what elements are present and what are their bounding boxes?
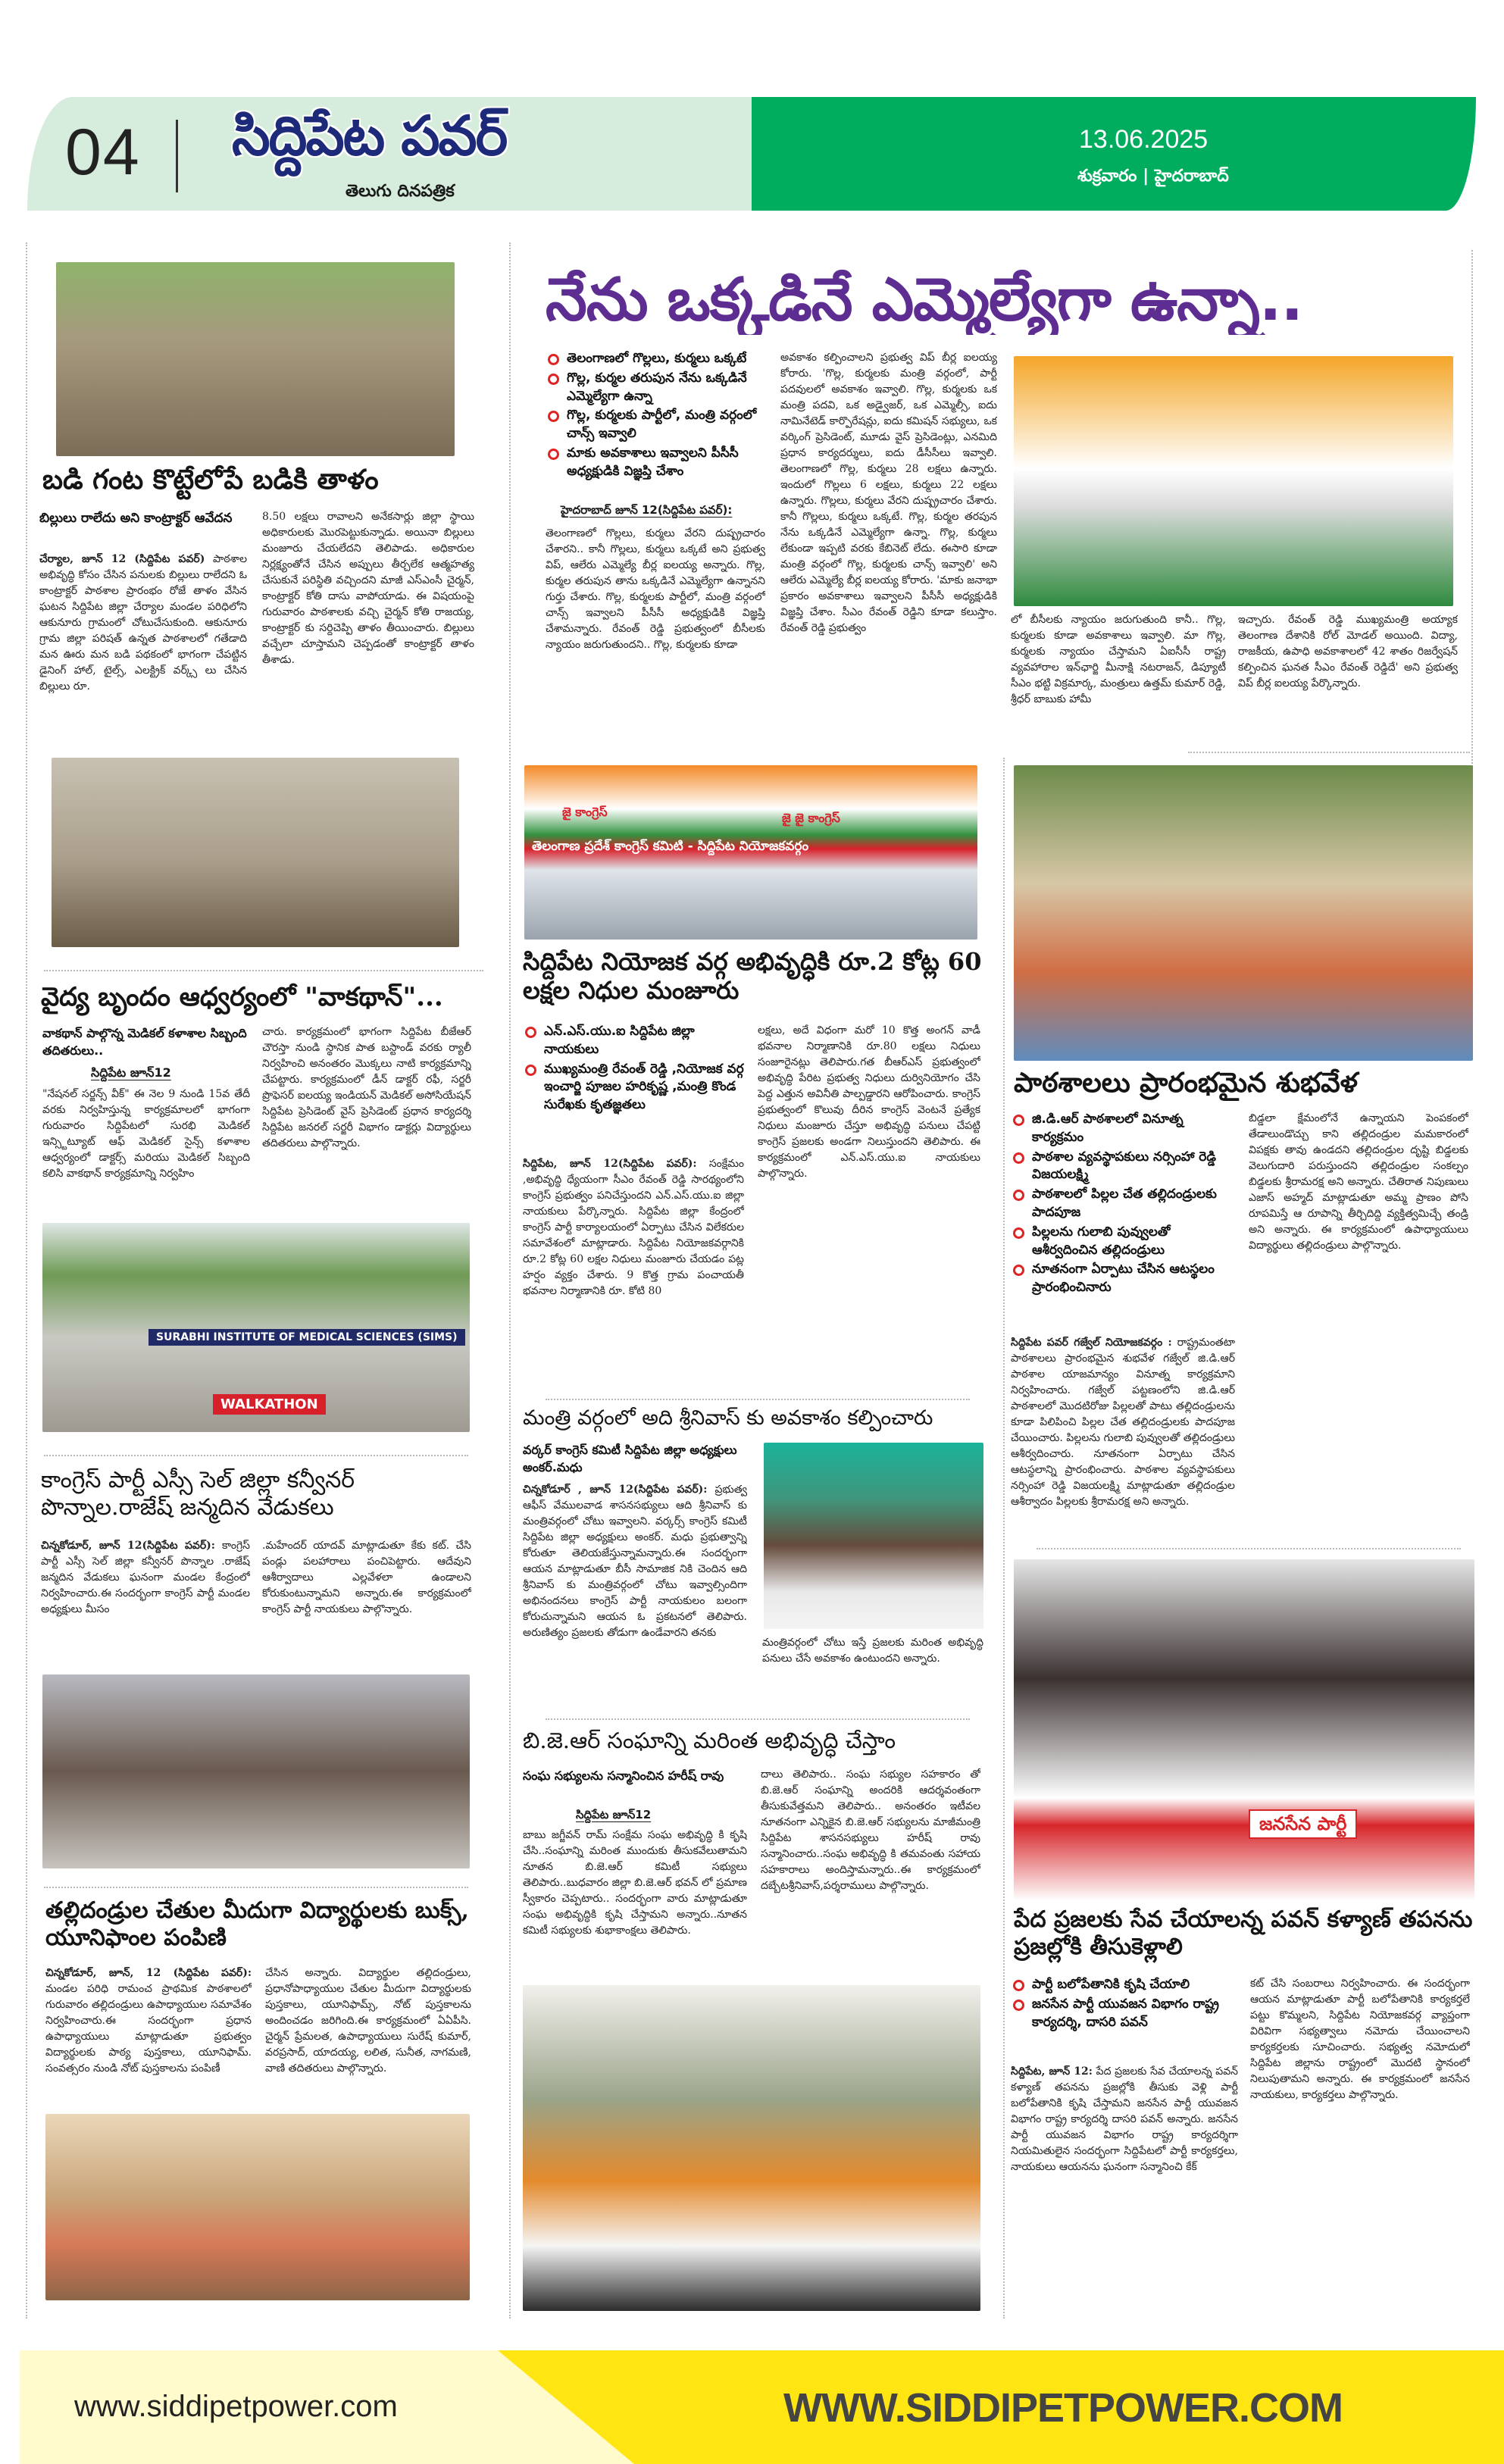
body-column [523,1156,744,1391]
photo-students [45,2114,470,2300]
lead-dateline: సిద్దిపేట, జూన్ 12: [1011,2065,1093,2078]
bullet-item: జనసేన పార్టీ యువజన విభాగం రాష్ట్ర కార్యదర్శి, దాసరి పవన్ [1011,1996,1238,2032]
website-link-large[interactable]: WWW.SIDDIPETPOWER.COM [783,2385,1343,2431]
bullet-item: గొల్ల, కుర్మలకు పార్టీలో, మంత్రి వర్గంలో చాన్స్ ఇవ్వాలి [546,407,770,443]
masthead-right-panel [752,97,1476,211]
section-rule [546,1718,970,1720]
bullet-item: పిల్లలను గులాబి పువ్వులతో ఆశీర్వదించిన తల్లిదండ్రులు [1011,1224,1238,1260]
column-rule [26,242,27,2319]
body-text: ప్రభుత్వ ఆఫీస్ వేములవాడ శాసనసభ్యులు ఆది శ్రీనివాస్ కు మంత్రివర్గంలో చోటు ఇవ్వాలని. వర్కర్స్ కాంగ్రెస్ కమిటీ సిద్దిపేట జిల్లా అధ్యక్షులు అంకర్. మధు ప్రభుత్వాన్ని కోరుతూ తెలియజేస్తున్నామన్నారు.ఈ సందర్భంగా ఆయన మాట్లాడుతూ బీసీ సామాజిక నికి చెందిన ఆది శ్రీనివాస్ కు మంత్రివర్గంలో చోటు ఇవ్వాల్సిందిగా అభినందనలు కాంగ్రెస్ పార్టీ నాయకులం బలంగా కోరుచున్నామని ఆయన ఓ ప్రకటనలో తెలిపారు. అరుణిత్యం ప్రజలకు తోడుగా ఉండేవారని తనకు [523,1484,747,1639]
body-column: లో బీసీలకు న్యాయం జరుగుతుంది కానీ.. గొల్ల, కుర్మలకు కూడా అవకాశాలు ఇవ్వాలి. మా గొల్ల, కుర్మలకు న్యాయం చేస్తామని ఏఐసీసీ రాష్ట్ర వ్యవహారాల ఇన్‌ఛార్జి మీనాక్షి నటరాజన్, డిప్యూటీ సీఎం భట్టి విక్రమార్క, మంత్రులు ఉత్తమ్ కుమార్ రెడ్డి, శ్రీధర్ బాబుకు హామీ [1011,614,1226,705]
body-column: కట్ చేసి సంబరాలు నిర్వహించారు. ఈ సందర్భంగా ఆయన మాట్లాడుతూ పార్టీ బలోపేతానికి కార్యకర్తలే పట్టు కొమ్మలని, సిద్దిపేట నియోజకవర్గ వ్యాప్తంగా విరివిగా సభ్యత్వాలు నమోదు చేయించాలని కార్యకర్తలకు సూచించారు. సభ్యత్వ నమోదులో సిద్దిపేట జిల్లాను రాష్ట్రంలో మొదటి స్థానంలో నిలుపుతామని అన్నారు. ఈ కార్యక్రమంలో జనసేన నాయకులు, కార్యకర్తలు పాల్గొన్నారు. [1250,1978,1470,2101]
divider [176,120,178,192]
headline: బి.జె.ఆర్ సంఘాన్ని మరింత అభివృద్ధి చేస్తాం [523,1728,896,1753]
photo-portrait [764,1443,983,1629]
lead-bullets [546,350,770,499]
bullet-circle-icon [548,411,559,422]
newspaper-title: సిద్దిపేట పవర్ [232,104,507,167]
body-text: మండల పరిధి రామంచ ప్రాథమిక పాఠశాలలో గురువారం తల్లిదండ్రులు ఉపాధ్యాయుల సమావేశం నిర్వహించారు.ఈ సందర్భంగా ప్రధాన ఉపాధ్యాయులు మాట్లాడుతూ ప్రభుత్వం విద్యార్థులకు పాఠ్య పుస్తకాలు, యూనిఫామ్. సంవత్సరం నుండి నోట్ పుస్తకాలను పంపిణీ [45,1983,252,2075]
lead-dateline: చిన్నకోడూర్ , జూన్ 12(సిద్దిపేట పవర్): [523,1484,708,1496]
bullet-circle-icon [548,354,559,365]
section-rule [1188,752,1470,753]
body-column: 8.50 లక్షలు రావాలని అనేకసార్లు జిల్లా స్థాయి అధికారులకు మొరపెట్టుకున్నాడు. అయినా బిల్లులు మంజూరు చేయలేదని తెలిపాడు. అధికారుల నిర్లక్ష్యంతోనే చేసిన అప్పులు తీర్చలేక ఆత్మహత్య చేసుకునే పరిస్థితి వచ్చిందని మాజీ ఎస్ఎంసీ చైర్మన్, కాంట్రాక్టర్ కోతి దాసు వాపోయాడు. ఈ విషయంపై గురువారం పాఠశాలకు వచ్చి చైర్మన్ కోతి రాజయ్య, కాంట్రాక్టర్ కు సర్దిచెప్పి తాళం తీయించారు. బిల్లులు వచ్చేలా చూస్తామని చెప్పడంతో కాంట్రాక్టర్ తాళం తీశాడు. [262,511,474,666]
bullet-item: జి.డి.ఆర్ పాఠశాలలో వినూత్న కార్యక్రమం [1011,1111,1238,1147]
section-rule [44,1455,468,1456]
bullet-circle-icon [548,374,559,385]
website-link-small[interactable]: www.siddipetpower.com [74,2390,398,2423]
bullet-item: పాఠశాల వ్యవస్థాపకులు నర్సింహా రెడ్డి విజయలక్ష్మి [1011,1149,1238,1185]
lead-dateline: చేర్యాల, జూన్ 12 (సిద్దిపేట పవర్) [39,553,205,565]
body-column: బాబు జగ్జీవన్ రామ్ సంక్షేమ సంఘ అభివృద్ధి కి కృషి చేసి..సంఘాన్ని మరింత ముందుకు తీసుకవేలుతామని నూతన బి.జె.ఆర్ కమిటీ సభ్యులు తెలిపారు..బుధవారం జిల్లా బి.జె.ఆర్ భవన్ లో ప్రమాణ స్వీకారం చెప్పటారు.. సందర్భంగా వారు మాట్లాడుతూ సంఘ అభివృద్ధికి కృషి చేస్తామని అన్నారు..నూతన కమిటీ సభ్యులకు శుభాకాంక్షలు తెలిపారు. [523,1829,747,1937]
photo-congress-press-meet [524,765,977,940]
sub-head: వాకథాన్ పాల్గొన్న మెడికల్ కళాశాల సిబ్బంది తదితరులు.. [42,1026,247,1058]
lead-dateline: చిన్నకోడూర్, జూన్ 12(సిద్దిపేట పవర్): [41,1540,215,1552]
story-bullets [1011,1976,1238,2059]
sub-head: వర్కర్ కాంగ్రెస్ కమిటీ సిద్దిపేట జిల్లా అధ్యక్షులు అంకర్.మధు [523,1443,737,1475]
bullet-item: మాకు అవకాశాలు ఇవ్వాలని పీసీసీ అధ్యక్షుడికి విజ్ఞప్తి చేశాం [546,445,770,481]
bullet-circle-icon [1013,1980,1024,1991]
photo-banner: తెలంగాణ ప్రదేశ్ కాంగ్రెస్ కమిటి - సిద్దిపేట నియోజకవర్గం [532,839,809,854]
bullet-item: నూతనంగా ఏర్పాటు చేసిన ఆటస్థలం ప్రారంభించినారు [1011,1261,1238,1297]
body-text: పేద ప్రజలకు సేవ చేయాలన్న పవన్ కళ్యాణ్ తపనను ప్రజల్లోకి తీసుకు వెళ్లి పార్టీ బలోపేతానికి కృషి చేస్తామని జనసేన పార్టీ యువజన విభాగం రాష్ట్ర కార్యదర్శి దాసరి పవన్ అన్నారు. జనసేన పార్టీ యువజన విభాగం రాష్ట్ర కార్యదర్శిగా నియమితులైన సందర్భంగా సిద్దిపేటలో పార్టీ కార్యకర్తలు, నాయకులు ఆయనను ఘనంగా సన్మానించి కేక్ [1011,2065,1238,2173]
body-column: ఇచ్చారు. రేవంత్ రెడ్డి ముఖ్యమంత్రి అయ్యాక తెలంగాణ దేశానికి రోల్ మోడల్ అయింది. విద్యా, రాజకీయ, ఉపాధి అవకాశాలలో 42 శాతం రిజర్వేషన్ కల్పించిన ఘనత సీఎం రేవంత్ రెడ్డిదే' అని ప్రభుత్వ విప్ బీర్ల ఐలయ్య పేర్కొన్నారు. [1238,614,1458,689]
photo-bjr-felicitation [523,1985,980,2311]
photo-slogan: జై కాంగ్రెస్ [562,805,608,819]
lead-dateline: చిన్నకోడూర్, జూన్, 12 (సిద్దిపేట పవర్): [45,1967,252,1979]
photo-janasena-celebration [1014,1559,1474,1900]
bullet-item: ముఖ్యమంత్రి రేవంత్ రెడ్డి ,నియోజక వర్గ ఇంచార్జి పూజల హరికృష్ణ ,మంత్రి కొండ సురేఖకు కృతజ్ఞతలు [523,1061,747,1115]
bullet-circle-icon [1013,1115,1024,1126]
headline: సిద్దిపేట నియోజక వర్గ అభివృద్ధికి రూ.2 కోట్ల 60 లక్షల నిధుల మంజూరు [523,947,982,1005]
headline: పాఠశాలలు ప్రారంభమైన శుభవేళ [1014,1067,1358,1099]
masthead-left-panel [27,97,752,211]
bullet-circle-icon [1013,2000,1024,2011]
section-rule [44,1887,468,1888]
headline: తల్లిదండ్రుల చేతుల మీదుగా విద్యార్థులకు బుక్స్, యూనిఫాంల పంపిణి [45,1897,469,1951]
body-column: లక్షలు, అదే విధంగా మరో 10 కొత్త అంగన్ వాడీ భవనాల నిర్మాణానికి రూ.80 లక్షలు నిధులు సంజూరైనట్లు తెలిపారు.గత బీఆర్ఎస్ ప్రభుత్వంలో అభివృద్ధి పేరిట ప్రభుత్వ నిధులు దుర్వినియోగం చేసి పెద్ద ఎత్తున అవినీతి పాల్పడ్డారని ఆరోపించారు. కాంగ్రెస్ ప్రభుత్వంలో కొలువు దీరిన కాంగ్రెస్ వెంటనే ప్రత్యేక నిధులు మంజూరు చేస్తూ అభివృద్ధి పనులు చేపట్టి కాంగ్రెస్ ప్రజలకు అండగా నిలుస్తుందని తెలిపారు. ఈ కార్యక్రమంలో ఎన్.ఎస్.యు.ఐ నాయకులు పాల్గొన్నారు. [758,1024,980,1180]
dateline: హైదరాబాద్ జూన్ 12(సిద్దిపేట పవర్): [561,503,733,517]
issue-date: 13.06.2025 [1079,125,1209,154]
masthead [27,97,1476,211]
bullet-circle-icon [1013,1227,1024,1239]
lead-dateline: సిద్దిపేట, జూన్ 12(సిద్దిపేట పవర్): [523,1158,697,1170]
column-rule [1003,758,1005,2319]
story-bullets [523,1023,747,1152]
headline: వైద్య బృందం ఆధ్వర్యంలో "వాకథాన్"... [41,982,443,1012]
dateline: సిద్దిపేట జూన్12 [91,1065,171,1080]
photo-locked-gate [52,758,459,947]
photo-school-ground [56,262,455,456]
bullet-circle-icon [525,1065,536,1076]
body-column: తెలంగాణలో గొల్లలు, కుర్మలు వేరని దుష్ప్రచారం చేశారని.. కానీ గొల్లలు, కుర్మలు ఒక్కటే అని ప్రభుత్వ విప్, ఆలేరు ఎమ్మెల్యే బీర్ల ఐలయ్య అన్నారు. గొల్ల, కుర్మల తరుపున తాను ఒక్కడినే ఎమ్మెల్యేగా ఉన్నానని గుర్తు చేశారు. గొల్ల, కుర్మలకు పార్టీలో, మంత్రి వర్గంలో చాన్స్ ఇవ్వాలని పీసీసీ అధ్యక్షుడికి విజ్ఞప్తి చేశామన్నారు. రేవంత్ రెడ్డి ప్రభుత్వంలో బీసీలకు న్యాయం జరుగుతుందని.. గొల్ల, కుర్మలకు కూడా [546,527,765,651]
photo-slogan: జై జై కాంగ్రెస్ [782,811,840,825]
photo-banner: SURABHI INSTITUTE OF MEDICAL SCIENCES (SIMS) [149,1329,465,1346]
bullet-item: గొల్ల, కుర్మల తరుపున నేను ఒక్కడినే ఎమ్మెల్యేగా ఉన్నా [546,370,770,406]
sub-head: బిల్లులు రాలేదు అని కాంట్రాక్టర్ ఆవేదన [39,511,233,526]
newspaper-subtitle: తెలుగు దినపత్రిక [346,182,455,201]
headline: పేద ప్రజలకు సేవ చేయాలన్న పవన్ కళ్యాణ్ తపనను ప్రజల్లోకి తీసుకెళ్లాలి [1014,1906,1473,1960]
body-column: మంత్రివర్గంలో చోటు ఇస్తే ప్రజలకు మరింత అభివృద్ధి పనులు చేసే అవకాశం ఉంటుందని అన్నారు. [762,1637,983,1665]
body-column [45,1965,252,2109]
body-column [523,1482,747,1712]
lead-dateline: సిద్దిపేట పవర్ గజ్వేల్ నియోజకవర్గం : [1011,1337,1172,1349]
body-column [39,552,247,753]
bullet-circle-icon [1013,1190,1024,1201]
body-column [1011,2064,1238,2314]
footer-banner [20,2350,1504,2464]
sub-head: సంఘ సభ్యులను సన్మానించిన హరీష్ రావు [523,1768,724,1783]
bullet-item: ఎన్.ఎస్.యు.ఐ సిద్దిపేట జిల్లా నాయకులు [523,1023,747,1059]
photo-school-ceremony [1014,765,1473,1061]
body-column: చేసిన అన్నారు. విద్యార్థుల తల్లిదండ్రులు, ప్రధానోపాధ్యాయుల చేతుల మీదుగా విద్యార్థులకు పుస్తకాలు, యూనిఫామ్స్, నోట్ పుస్తకాలను అందించడం జరిగింది.ఈ కార్యక్రమంలో ఏఏపీసి. చైర్మన్ ప్రేమలత, ఉపాధ్యాయులు సురేష్ కుమార్, వరప్రసాద్, యాదయ్య, లలిత, సునీత, నాగమణి, వాణి తదితరులు పాల్గొన్నారు. [265,1967,471,2075]
photo-walkathon [42,1223,470,1432]
body-text: సంక్షేమం ,అభివృద్ధి ధ్యేయంగా సీఎం రేవంత్ రెడ్డి సారథ్యంలోని కాంగ్రెస్ ప్రభుత్వం పనిచేస్తుందని ఎన్.ఎస్.యు.ఐ జిల్లా నాయకులు పేర్కొన్నారు. సిద్దిపేట జిల్లా కేంద్రంలో కాంగ్రెస్ పార్టీ కార్యాలయంలో ఏర్పాటు చేసిన విలేకరుల సమావేశంలో మాట్లాడారు. సిద్దిపేట నియోజకవర్గానికి రూ.2 కోట్ల 60 లక్షల నిధులు మంజూరు చేయడం పట్ల హర్షం వ్యక్తం చేశారు. 9 కొత్త గ్రామ పంచాయతీ భవనాల నిర్మాణానికి రూ. కోటి 80 [523,1158,744,1297]
photo-mla-speaking [1014,356,1453,606]
section-rule [546,1399,970,1400]
issue-day-city: శుక్రవారం | హైదరాబాద్ [1077,167,1229,186]
lead-headline: నేను ఒక్కడినే ఎమ్మెల్యేగా ఉన్నా.. [546,267,1303,334]
bullet-circle-icon [1013,1152,1024,1164]
column-rule [509,242,511,2319]
photo-banner-walkathon: WALKATHON [213,1394,326,1415]
bullet-circle-icon [525,1027,536,1038]
headline: కాంగ్రెస్ పార్టీ ఎస్సీ సెల్ జిల్లా కన్వీనర్ పొన్నాల.రాజేష్ జన్మదిన వేడుకలు [41,1467,355,1521]
body-column: బిడ్డలా క్షేమంలోనే ఉన్నాయని పెంపకంలో తేడాలుండొచ్చు కాని తల్లిదండ్రుల మమకారంలో విపక్షకు తావు ఉండదని తల్లిదండ్రుల దృష్టి బిడ్డలకు వెలుగుదారి పరుస్తుందని తల్లిదండ్రుల సంకల్పం బిడ్డలకు శ్రీరామరక్ష అని అన్నారు. చేతిరాత నిపుణులు ఎజాస్ అహ్మద్ మాట్లాడుతూ అమ్మ ప్రాణం పోసి రూపమిస్తే ఆ రూపాన్ని తీర్చిదిద్ది వ్యక్తిత్వమిచ్చే తండ్రి అని అన్నారు. ఈ కార్యక్రమంలో ఉపాధ్యాయులు విద్యార్థులు తల్లిదండ్రులు పాల్గొన్నారు. [1249,1112,1468,1252]
section-rule [1037,1548,1461,1549]
body-column [41,1538,250,1668]
photo-banner: జనసేన పార్టీ [1249,1809,1357,1839]
body-column: చారు. కార్యక్రమంలో భాగంగా సిద్దిపేట బీజేఆర్ చౌరస్తా నుండి స్థానిక పాత బస్టాండ్ వరకు ర్యాలీ నిర్వహించి అనంతరం మొక్కలు నాటి కార్యక్రమాన్ని చేపట్టారు. కార్యక్రమంలో డీన్ డాక్టర్ రఫీ, సర్జరీ ప్రొఫెసర్ ఐలయ్య ఇండియన్ మెడికల్ అసోసియేషన్ సిద్దిపేట ప్రెసిడెంట్ వైస్ ప్రెసిడెంట్ ప్రధాన కార్యదర్శి సిద్దిపేట జనరల్ సర్జరీ విభాగం డాక్టర్లు విద్యార్థులు తదితరులు పాల్గొన్నారు. [262,1026,471,1149]
section-rule [44,970,483,971]
body-text: పాఠశాల అభివృద్ధి కోసం చేసిన పనులకు బిల్లులు రాలేదని ఓ కాంట్రాక్టర్ పాఠశాల ప్రారంభం రోజే తాళం వేసిన ఘటన సిద్దిపేట జిల్లా చేర్యాల మండల పరిధిలోని ఆకునూరు గ్రామంలో చోటుచేసుకుంది. ఆకునూరు గ్రామ జిల్లా పరిషత్ ఉన్నత పాఠశాలలో గతేడాది మన ఊరు మన బడి పథకంలో భాగంగా చేపట్టిన డైనింగ్ హాల్, టైల్స్, ఎలక్ట్రిక్ వర్క్స్ లు చేసిన బిల్లులు రూ. [39,553,247,693]
bullet-circle-icon [548,449,559,460]
body-text: రాష్ట్రమంతటా పాఠశాలలు ప్రారంభమైన శుభవేళ గజ్వేల్ జి.డి.ఆర్ పాఠశాల యాజమాన్యం వినూత్న కార్యక్రమాని నిర్వహించారు. గజ్వేల్ పట్టణంలోని జి.డి.ఆర్ పాఠశాలలో మొదటిరోజు పిల్లలతో పాటు తల్లిదండ్రులను కూడా పిలిపించి పిల్లల చేత తల్లిదండ్రులకు పాదపూజ చేయించారు. పిల్లలను గులాబి పువ్వులతో తల్లిదండ్రులు ఆశీర్వదించారు. నూతనంగా ఏర్పాటు చేసిన ఆటస్థలాన్ని ప్రారంభించారు. పాఠశాల వ్యవస్థాపకులు నర్సింహా రెడ్డి విజయలక్ష్మి మాట్లాడుతూ తల్లిదండ్రుల ఆశీర్వాదం పిల్లలకు శ్రీరామరక్ష అని అన్నారు. [1011,1337,1235,1508]
body-column: దాలు తెలిపారు.. సంఘ సభ్యుల సహకారం తో బి.జె.ఆర్ సంఘాన్ని అందరికి ఆదర్శవంతంగా తీసుకువేత్తమని తెలిపారు.. అనంతరం ఇటీవల నూతనంగా ఎన్నికైన బి.జె.ఆర్ సభ్యులను మాజీమంత్రి సిద్దిపేట శాసనసభ్యులు హరీష్ రావు సన్మానించారు..సంఘ అభివృద్ధి కి తమవంతు సహాయ సహకారాలు అందిస్తామన్నారు..ఈ కార్యక్రమంలో దబ్బేటశ్రీనివాస్,పర్శరాములు పాల్గొన్నారు. [761,1768,980,1892]
story-bullets [1011,1111,1238,1330]
photo-birthday [42,1674,470,1868]
body-column: అవకాశం కల్పించాలని ప్రభుత్వ విప్ బీర్ల ఐలయ్య కోరారు. 'గొల్ల, కుర్మలకు మంత్రి వర్గంలో, పార్టీ పదవులలో అవకాశం ఇవ్వాలి. గొల్ల, కుర్మలకు ఒక మంత్రి పదవి, ఒక అడ్వైజర్, ఒక ఎమ్మెల్సీ, ఐదు నామినేటెడ్ కార్పొరేషన్లు, ఐదు కమిషన్ సభ్యులు, ఒక వర్కింగ్ ప్రెసిడెంట్, మూడు వైస్ ప్రెసిడెంట్లు, ఎనమిది ప్రధాన కార్యదర్శులు, ఐదు డీసీసీలు ఇవ్వాలి. తెలంగాణలో గొల్ల, కుర్మలు 28 లక్షలు ఉన్నారు. ఇందులో గొల్లలు 6 లక్షలు, కుర్మలు 22 లక్షలు ఉన్నారు. గొల్లలు, కుర్మలు వేరని దుష్ప్రచారం చేశారు. కానీ గొల్లలు, కుర్మలు ఒక్కటే. గొల్ల, కుర్మల తరపున నేను ఒక్కడినే ఎమ్మెల్యేగా ఉన్నా. గొల్ల, కుర్మలు లేకుండా ఇప్పటి వరకు కేబినెట్ లేదు. ఈసారి కూడా మంత్రి వర్గంలో గొల్ల, కుర్మలకు చాన్స్ ఇవ్వాలి' అని ఆలేరు ఎమ్మెల్యే బీర్ల ఐలయ్య కోరారు. 'మాకు జనాభా ప్రకారం అవకాశాలు ఇవ్వాలని పీసీసీ అధ్యక్షుడికి విజ్ఞప్తి చేశాం. సీఎం రేవంత్ రెడ్డిని కూడా కలుస్తాం. రేవంత్ రెడ్డి ప్రభుత్వం [780,352,997,634]
page-number: 04 [65,116,141,189]
body-text: కాంగ్రెస్ పార్టీ ఎస్సీ సెల్ జిల్లా కన్వీనర్ పొన్నాల .రాజేష్ జన్మదిన వేడుకలు ఘనంగా మండల కేంద్రంలో నిర్వహించారు.ఈ సందర్భంగా కాంగ్రెస్ పార్టీ మండల అధ్యక్షులు మీసం [41,1540,250,1615]
body-column: "నేషనల్ సర్జన్స్ వీక్" ఈ నెల 9 నుండి 15వ తేదీ వరకు నిర్వహిస్తున్న కార్యక్రమాలలో భాగంగా గురువారం సిద్దిపేటలో సురభి మెడికల్ ఇన్స్టిట్యూట్ ఆఫ్ మెడికల్ సైన్స్ కళాశాల ఆధ్వర్యంలో డాక్టర్స్ మరియు మెడికల్ సిబ్బంది కలిసి వాకథాన్ కార్యక్రమాన్ని నిర్వహిం [42,1088,250,1180]
headline: మంత్రి వర్గంలో అది శ్రీనివాస్ కు అవకాశం కల్పించారు [523,1406,933,1430]
dateline: సిద్దిపేట జూన్12 [576,1808,652,1821]
headline: బడి గంట కొట్టేలోపే బడికి తాళం [42,464,379,496]
bullet-item: తెలంగాణలో గొల్లలు, కుర్మలు ఒక్కటే [546,350,770,368]
bullet-item: పాఠశాలలో పిల్లల చేత తల్లిదండ్రులకు పాదపూజ [1011,1186,1238,1222]
body-column [1011,1335,1235,1541]
body-column: .మహేందర్ యాదవ్ మాట్లాడుతూ కేకు కట్. చేసి పండ్లు పలహారాలు పంచిపెట్టారు. ఆదేవుని ఆశీర్వాదాలు ఎల్లవేళలా ఉండాలని కోరుకుంటున్నామని అన్నారు.ఈ కార్యక్రమంలో కాంగ్రెస్ పార్టీ నాయకులు పాల్గొన్నారు. [262,1540,471,1615]
bullet-item: పార్టీ బలోపేతానికి కృషి చేయాలి [1011,1976,1238,1994]
bullet-circle-icon [1013,1265,1024,1276]
